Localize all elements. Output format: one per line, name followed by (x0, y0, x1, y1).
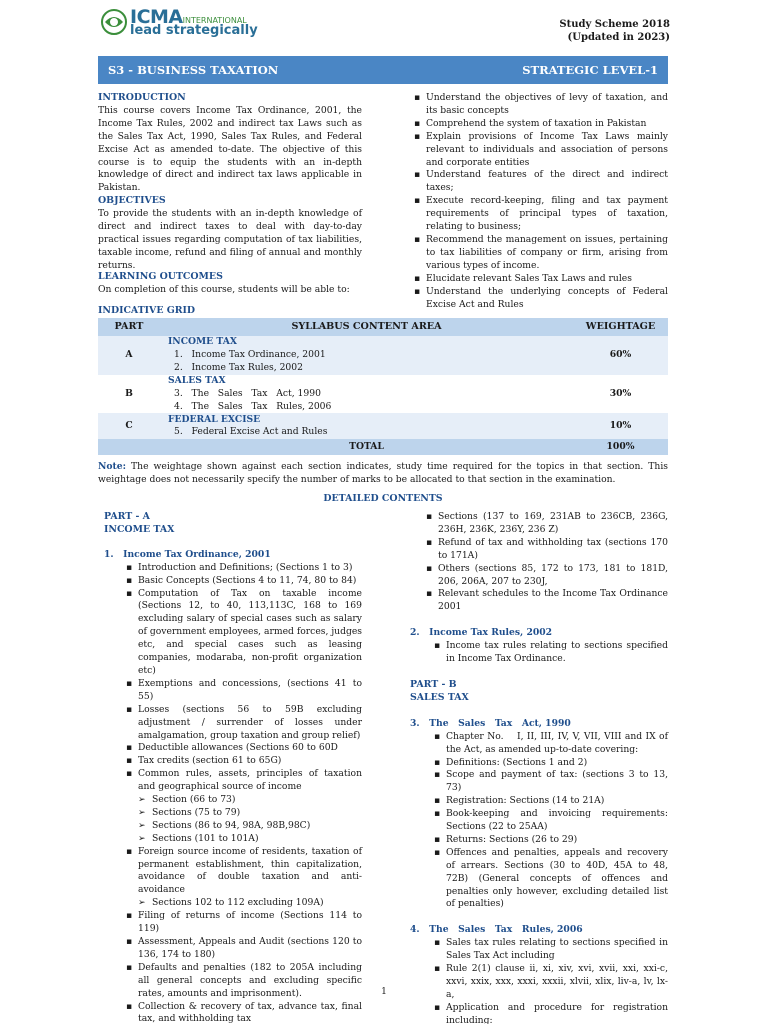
list-item: ▪ Book-keeping and invoicing requirements: Sections (22 to 25AA) (434, 808, 668, 834)
list-item: ▪ Returns: Sections (26 to 29) (434, 834, 668, 847)
table-row (98, 336, 668, 375)
subject-level: STRATEGIC LEVEL-1 (522, 63, 658, 77)
weight-cell: 60% (573, 336, 668, 375)
note-text: The weightage shown against each section indicates, study time required for the topics in that section. This weightage does not necessarily specify the number of marks to be allocated to that section in the examination. (98, 461, 668, 485)
list-item: ▪ Recommend the management on issues, pertaining to tax liabilities of company or firm, arising from various types of income. (414, 234, 668, 273)
section-3-title: 3. The Sales Tax Act, 1990 (410, 717, 571, 729)
area-title: FEDERAL EXCISE (168, 413, 261, 425)
icma-logo-mark-icon (100, 8, 128, 36)
section-1-sublist-2 (104, 897, 362, 910)
col-area-header: SYLLABUS CONTENT AREA (160, 318, 573, 336)
list-item: ▪ Assessment, Appeals and Audit (sections 120 to 136, 174 to 180) (126, 936, 362, 962)
list-item: ▪ Basic Concepts (Sections 4 to 11, 74, 80 to 84) (126, 575, 362, 588)
list-item: ▪ Losses (sections 56 to 59B excluding adjustment / surrender of losses under amalgamation, group taxation and group relief) (126, 704, 362, 743)
subject-title: S3 - BUSINESS TAXATION (108, 63, 279, 77)
list-item: ▪ Explain provisions of Income Tax Laws mainly relevant to individuals and association of persons and corporate entities (414, 131, 668, 170)
table-row (98, 413, 668, 439)
col-part-header: PART (98, 318, 160, 336)
list-item: ▪ Definitions: (Sections 1 and 2) (434, 757, 668, 770)
detailed-right-column (410, 511, 668, 1024)
objectives-section (98, 195, 362, 272)
section-1-list-3 (104, 910, 362, 1024)
subject-banner (98, 56, 668, 84)
section-1-sublist (104, 794, 362, 846)
list-item: ▪ Foreign source income of residents, taxation of permanent establishment, thin capitalization, avoidance of double taxation and anti-avoidance (126, 846, 362, 898)
part-cell: B (98, 375, 160, 414)
list-item: ➢ Section (66 to 73) (138, 794, 362, 807)
outcomes-section (98, 271, 362, 297)
list-item: 4. The Sales Tax Rules, 2006 (174, 400, 332, 412)
list-item: 5. Federal Excise Act and Rules (174, 426, 328, 438)
study-scheme (559, 18, 670, 44)
scheme-title: Study Scheme 2018 (559, 19, 670, 30)
objectives-text: To provide the students with an in-depth knowledge of direct and indirect taxes to deal with day-to-day practical issues regarding computation of tax liabilities, taxable income, refund and filing of annual and monthly returns. (98, 207, 362, 271)
total-value: 100% (573, 439, 668, 455)
outcomes-text: On completion of this course, students will be able to: (98, 283, 350, 295)
part-b-subheading: SALES TAX (410, 691, 469, 703)
list-item: ▪ Execute record-keeping, filing and tax payment requirements of principal types of taxation, relating to business; (414, 195, 668, 234)
area-cell (160, 413, 573, 439)
list-item: ▪ Scope and payment of tax: (sections 3 to 13, 73) (434, 769, 668, 795)
section-4-title: 4. The Sales Tax Rules, 2006 (410, 924, 583, 936)
list-item: ▪ Exemptions and concessions, (sections 41 to 55) (126, 678, 362, 704)
section-1-list-2 (104, 846, 362, 898)
list-item: ➢ Sections (75 to 79) (138, 807, 362, 820)
icma-logo (100, 4, 270, 44)
list-item: ▪ Understand the objectives of levy of taxation, and its basic concepts (414, 92, 668, 118)
detailed-left-column (104, 511, 362, 1024)
part-cell: C (98, 413, 160, 439)
part-a-subheading: INCOME TAX (104, 523, 175, 535)
list-item: ▪ Rule 2(1) clause ii, xi, xiv, xvi, xvii, xxi, xxi-c, xxvi, xxix, xxx, xxxi, xxxii, xlvii, xlix, liv-a, lv, lx-a, (434, 963, 668, 1002)
detailed-contents-title: DETAILED CONTENTS (323, 493, 443, 504)
list-item: ▪ Chapter No. I, II, III, IV, V, VII, VIII and IX of the Act, as amended up-to-date covering: (434, 731, 668, 757)
list-item: ▪ Introduction and Definitions; (Sections 1 to 3) (126, 562, 362, 575)
intro-text: This course covers Income Tax Ordinance, 2001, the Income Tax Rules, 2002 and indirect tax Laws such as the Sales Tax Act, 1990, Sales Tax Rules, and Federal Excise Act as amended to-date. The objective of this course is to equip the students with an in-depth knowledge of direct and indirect tax laws applicable in Pakistan. (98, 104, 362, 194)
list-item: ▪ Offences and penalties, appeals and recovery of arrears. Sections (30 to 40D, 45A to 48, 72B) (General concepts of offences and penalties only however, excluding detailed list of penalties) (434, 847, 668, 912)
outcomes-list (414, 92, 668, 311)
list-item: ▪ Others (sections 85, 172 to 173, 181 to 181D, 206, 206A, 207 to 230J, (426, 563, 668, 589)
area-list (168, 388, 573, 414)
list-item: ▪ Refund of tax and withholding tax (sections 170 to 171A) (426, 537, 668, 563)
list-item: ▪ Understand features of the direct and indirect taxes; (414, 169, 668, 195)
table-header-row (98, 318, 668, 336)
list-item: ▪ Registration: Sections (14 to 21A) (434, 795, 668, 808)
list-item: ▪ Defaults and penalties (182 to 205A including all general concepts and excluding specific rates, amounts and imprisonment). (126, 962, 362, 1001)
section-4-list (410, 937, 668, 1024)
list-item: ▪ Filing of returns of income (Sections 114 to 119) (126, 910, 362, 936)
intro-section (98, 92, 362, 195)
section-1-continued-list (410, 511, 668, 614)
grid-title: INDICATIVE GRID (98, 305, 196, 316)
list-item: ▪ Deductible allowances (Sections 60 to 60D (126, 742, 362, 755)
area-cell (160, 375, 573, 414)
page-header (100, 4, 670, 54)
objectives-heading: OBJECTIVES (98, 195, 166, 206)
total-empty-cell (98, 439, 160, 455)
list-item: ▪ Computation of Tax on taxable income (Sections 12, to 40, 113,113C, 168 to 169 excluding salary of special cases such as salary of government employees, armed forces, judges etc, and special cases such as leasing companies, modaraba, non-profit organization etc) (126, 588, 362, 678)
area-title: INCOME TAX (168, 336, 237, 347)
list-item: ▪ Relevant schedules to the Income Tax Ordinance 2001 (426, 588, 668, 614)
list-item: ▪ Collection & recovery of tax, advance tax, final tax, and withholding tax (126, 1001, 362, 1024)
list-item: ▪ Sales tax rules relating to sections specified in Sales Tax Act including (434, 937, 668, 963)
section-1-title: 1. Income Tax Ordinance, 2001 (104, 548, 271, 560)
weight-cell: 10% (573, 413, 668, 439)
outcomes-list-section (414, 92, 668, 311)
list-item: ▪ Application and procedure for registration including: (434, 1002, 668, 1024)
list-item: 1. Income Tax Ordinance, 2001 (174, 348, 326, 360)
outcomes-heading: LEARNING OUTCOMES (98, 271, 223, 282)
indicative-grid-table (98, 318, 668, 455)
area-list (168, 349, 573, 375)
list-item: ▪ Sections (137 to 169, 231AB to 236CB, 236G, 236H, 236K, 236Y, 236 Z) (426, 511, 668, 537)
list-item: 2. Income Tax Rules, 2002 (174, 361, 303, 373)
area-cell (160, 336, 573, 375)
weightage-note (98, 461, 668, 487)
part-b-heading: PART - B (410, 678, 457, 690)
col-weight-header: WEIGHTAGE (573, 318, 668, 336)
part-a-heading: PART - A (104, 511, 150, 522)
list-item: ➢ Sections (86 to 94, 98A, 98B,98C) (138, 820, 362, 833)
area-list (168, 426, 573, 439)
intro-heading: INTRODUCTION (98, 92, 186, 103)
list-item: ▪ Common rules, assets, principles of taxation and geographical source of income (126, 768, 362, 794)
logo-tagline: lead strategically (130, 23, 258, 38)
total-label: TOTAL (160, 439, 573, 455)
list-item: ➢ Sections 102 to 112 excluding 109A) (138, 897, 362, 910)
list-item: ▪ Understand the underlying concepts of Federal Excise Act and Rules (414, 286, 668, 312)
section-2-list (410, 640, 668, 666)
part-cell: A (98, 336, 160, 375)
page-number: 1 (381, 987, 387, 997)
list-item: ▪ Tax credits (section 61 to 65G) (126, 755, 362, 768)
section-3-list (410, 731, 668, 912)
scheme-updated: (Updated in 2023) (567, 32, 670, 43)
weight-cell: 30% (573, 375, 668, 414)
table-row (98, 375, 668, 414)
list-item: ▪ Elucidate relevant Sales Tax Laws and rules (414, 273, 668, 286)
area-title: SALES TAX (168, 374, 226, 386)
list-item: ▪ Income tax rules relating to sections specified in Income Tax Ordinance. (434, 640, 668, 666)
logo-text: ICMAINTERNATIONAL (130, 6, 247, 28)
list-item: ▪ Comprehend the system of taxation in Pakistan (414, 118, 668, 131)
section-2-title: 2. Income Tax Rules, 2002 (410, 627, 553, 639)
section-1-list (104, 562, 362, 794)
list-item: ➢ Sections (101 to 101A) (138, 833, 362, 846)
note-label: Note: (98, 461, 127, 472)
total-row (98, 439, 668, 455)
list-item: 3. The Sales Tax Act, 1990 (174, 387, 321, 399)
